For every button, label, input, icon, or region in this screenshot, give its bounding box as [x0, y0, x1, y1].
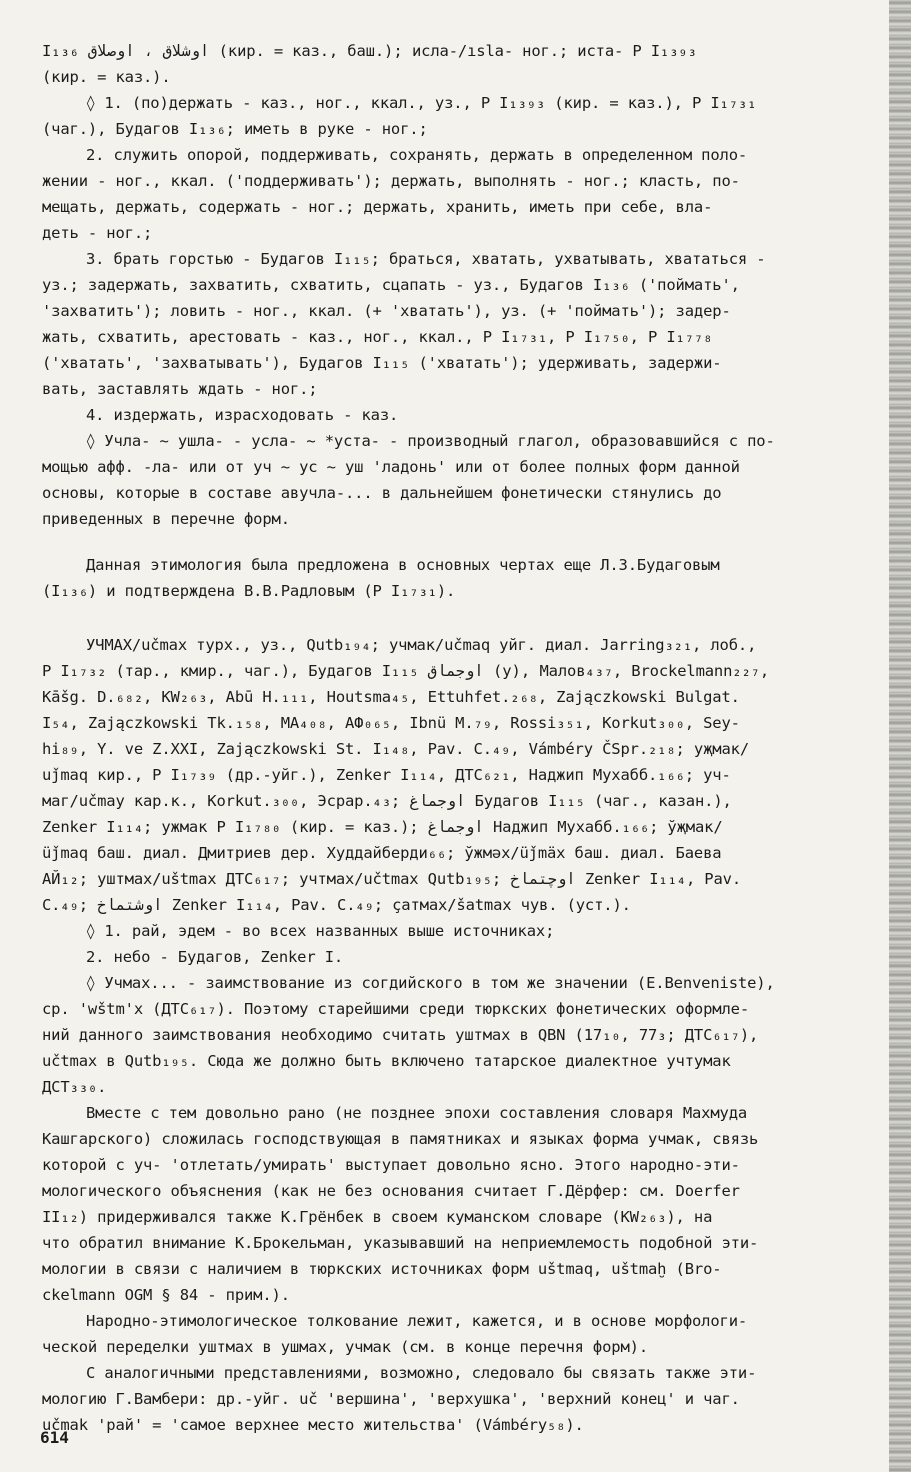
text-line: приведенных в перечне форм.: [42, 510, 290, 528]
paragraph-p1: [42, 38, 877, 90]
text-line: мощью афф. -ла- или от уч ~ ус ~ уш 'ладонь' или от более полных форм данной: [42, 458, 740, 476]
text-line: вать, заставлять ждать - ног.;: [42, 380, 318, 398]
text-line: Кашгарского) сложилась господствующая в памятниках и языках форма учмак, связь: [42, 1130, 759, 1148]
text-line: АЙ₁₂; уштмах/uštmax ДТС₆₁₇; учтмах/učtmax Qutb₁₉₅; اوچتماخ Zenker I₁₁₄, Pav.: [42, 870, 742, 888]
text-line: мещать, держать, содержать - ног.; держать, хранить, иметь при себе, вла-: [42, 198, 713, 216]
paragraph-p11: [42, 970, 877, 1100]
text-line: hi₈₉, Y. ve Z.XXI, Zajączkowski St. I₁₄₈, Pav. C.₄₉, Vámbéry ČSpr.₂₁₈; уҗмак/: [42, 740, 749, 758]
paragraph-p14: [42, 1360, 877, 1438]
paragraph-p13: [42, 1308, 877, 1360]
text-line: которой с уч- 'отлетать/умирать' выступает довольно ясно. Этого народно-эти-: [42, 1156, 740, 1174]
text-line: жать, схватить, арестовать - каз., ног., ккал., Р I₁₇₃₁, Р I₁₇₅₀, Р I₁₇₇₈: [42, 328, 713, 346]
text-line: učmak 'рай' = 'самое верхнее место жительства' (Vámbéry₅₈).: [42, 1416, 584, 1434]
text-line: мологического объяснения (как не без основания считает Г.Дёрфер: см. Doerfer: [42, 1182, 740, 1200]
paragraph-p4: [42, 246, 877, 402]
text-line: ◊ 1. (по)держать - каз., ног., ккал., уз., Р I₁₃₉₃ (кир. = каз.), Р I₁₇₃₁: [86, 94, 757, 112]
text-line: učtmax в Qutb₁₉₅. Сюда же должно быть включено татарское диалектное учтумак: [42, 1052, 731, 1070]
text-line: ДСТ₃₃₀.: [42, 1078, 107, 1096]
text-line: Вместе с тем довольно рано (не позднее эпохи составления словаря Махмуда: [86, 1104, 748, 1122]
paragraph-p10: [42, 944, 877, 970]
text-line: (I₁₃₆) и подтверждена В.В.Радловым (Р I₁₇₃₁).: [42, 582, 456, 600]
text-line: Kāšg. D.₆₈₂, KW₂₆₃, Abū H.₁₁₁, Houtsma₄₅, Ettuhfet.₂₆₈, Zajączkowski Bulgat.: [42, 688, 740, 706]
paragraph-p9: [42, 918, 877, 944]
text-line: C.₄₉; اوشتماخ Zenker I₁₁₄, Pav. C.₄₉; ҫатмах/šatmax чув. (уст.).: [42, 896, 631, 914]
text-line: мологии в связи с наличием в тюркских источниках форм uštmaq, uštmaḫ (Bro-: [42, 1260, 722, 1278]
text-line: (чаг.), Будагов I₁₃₆; иметь в руке - ног.;: [42, 120, 428, 138]
text-line: ◊ 1. рай, эдем - во всех названных выше источниках;: [86, 922, 555, 940]
text-line: Zenker I₁₁₄; ужмак Р I₁₇₈₀ (кир. = каз.); اوجماغ Наджип Мухабб.₁₆₆; ўҗмак/: [42, 818, 723, 836]
text-line: основы, которые в составе авучла-... в дальнейшем фонетически стянулись до: [42, 484, 722, 502]
text-line: 2. служить опорой, поддерживать, сохранять, держать в определенном поло-: [86, 146, 748, 164]
text-line: 3. брать горстью - Будагов I₁₁₅; браться, хватать, ухватывать, хвататься -: [86, 250, 766, 268]
paragraph-p12: [42, 1100, 877, 1308]
text-line: Данная этимология была предложена в основных чертах еще Л.З.Будаговым: [86, 556, 720, 574]
text-line: Народно-этимологическое толкование лежит, кажется, и в основе морфологи-: [86, 1312, 748, 1330]
text-line: I₁₃₆ اوشلاق ، اوصلاق (кир. = каз., баш.); исла-/ısla- ног.; иста- P I₁₃₉₃: [42, 42, 697, 60]
text-line: Р I₁₇₃₂ (тар., кмир., чаг.), Будагов I₁₁₅ اوجماق (у), Малов₄₃₇, Brockelmann₂₂₇,: [42, 662, 770, 680]
text-line: маг/učmay кар.к., Korkut.₃₀₀, Эсрар.₄₃; اوجماغ Будагов I₁₁₅ (чаг., казан.),: [42, 792, 732, 810]
text-line: жении - ног., ккал. ('поддерживать'); держать, выполнять - ног.; класть, по-: [42, 172, 740, 190]
paragraph-p8: [42, 632, 877, 918]
paragraph-p7: [42, 552, 877, 604]
paragraph-p2: [42, 90, 877, 142]
text-line: ◊ Учмах... - заимствование из согдийского в том же значении (E.Benveniste),: [86, 974, 775, 992]
text-line: (кир. = каз.).: [42, 68, 171, 86]
text-line: мологию Г.Вамбери: др.-уйг. uč 'вершина', 'верхушка', 'верхний конец' и чаг.: [42, 1390, 740, 1408]
paragraph-p5: [42, 402, 877, 428]
text-line: 'захватить'); ловить - ног., ккал. (+ 'хватать'), уз. (+ 'поймать'); задер-: [42, 302, 731, 320]
text-line: деть - ног.;: [42, 224, 153, 242]
text-line: II₁₂) придерживался также К.Грёнбек в своем куманском словаре (KW₂₆₃), на: [42, 1208, 713, 1226]
text-line: С аналогичными представлениями, возможно, следовало бы связать также эти-: [86, 1364, 757, 1382]
text-line: ckelmann OGM § 84 - прим.).: [42, 1286, 290, 1304]
text-line: уз.; задержать, захватить, схватить, сцапать - уз., Будагов I₁₃₆ ('поймать',: [42, 276, 740, 294]
text-line: uǰmaq кир., Р I₁₇₃₉ (др.-уйг.), Zenker I₁₁₄, ДТС₆₂₁, Наджип Мухабб.₁₆₆; уч-: [42, 766, 731, 784]
text-line: ◊ Учла- ~ ушла- - усла- ~ *уста- - производный глагол, образовавшийся с по-: [86, 432, 775, 450]
text-line: ний данного заимствования необходимо считать уштмах в QBN (17₁₀, 77₃; ДТС₆₁₇),: [42, 1026, 759, 1044]
paragraph-gap: [42, 532, 877, 552]
text-line: I₅₄, Zajączkowski Tk.₁₅₈, МА₄₀₈, АФ₀₆₅, Ibnü M.₇₉, Rossi₃₅₁, Korkut₃₀₀, Sey-: [42, 714, 740, 732]
paragraph-p3: [42, 142, 877, 246]
scan-edge-shadow: [889, 0, 911, 1472]
paragraph-gap: [42, 604, 877, 632]
text-line: ср. 'wštm'x (ДТС₆₁₇). Поэтому старейшими среди тюркских фонетических оформле-: [42, 1000, 749, 1018]
text-line: УЧМАХ/učmax турх., уз., Qutb₁₉₄; учмак/učmaq уйг. диал. Jarring₃₂₁, лоб.,: [86, 636, 757, 654]
dictionary-page: [42, 38, 877, 1438]
text-line: ('хватать', 'захватывать'), Будагов I₁₁₅ ('хватать'); удерживать, задержи-: [42, 354, 722, 372]
text-line: 2. небо - Будагов, Zenker I.: [86, 948, 344, 966]
page-number: 614: [40, 1428, 69, 1447]
paragraph-p6: [42, 428, 877, 532]
text-line: что обратил внимание К.Брокельман, указывавший на неприемлемость подобной эти-: [42, 1234, 759, 1252]
text-line: 4. издержать, израсходовать - каз.: [86, 406, 399, 424]
text-line: üǰmaq баш. диал. Дмитриев дер. Худдайберди₆₆; ўжмәх/üǰmäx баш. диал. Баева: [42, 844, 722, 862]
text-line: ческой переделки уштмах в ушмах, учмак (см. в конце перечня форм).: [42, 1338, 648, 1356]
